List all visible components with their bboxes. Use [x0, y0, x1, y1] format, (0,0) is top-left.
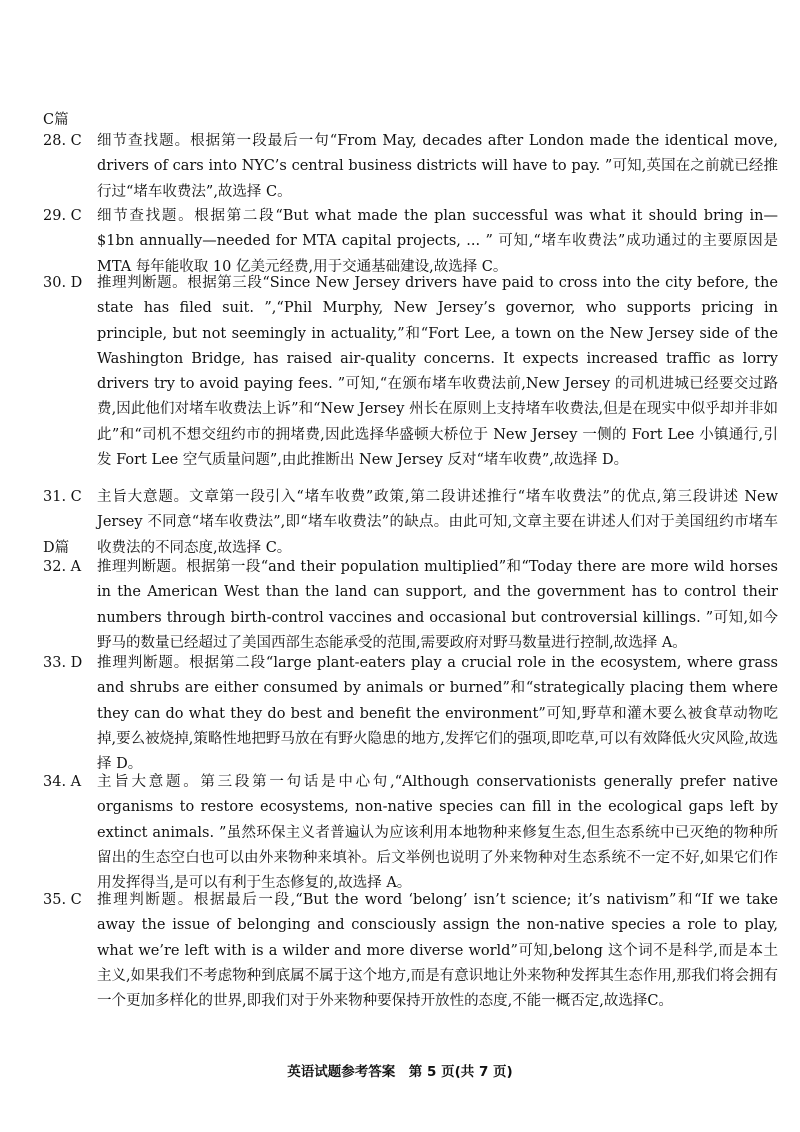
question-explanation: 推理判断题。根据第三段“Since New Jersey drivers have paid to cross into the city before, the state has filed suit. ”,“Phil Murphy, New Jersey’s governor, who supports pricing in principle, but not seemingly in actuality,”和“Fort Lee, a town on the New Jersey side of the Washington Bridge, has raised air-quality concerns. It expects increased traffic as lorry drivers try to avoid paying fees. ”可知,“在颁布堵车收费法前,New Jersey 的司机进城已经要交过路费,因此他们对堵车收费法上诉”和“New Jersey 州长在原则上支持堵车收费法,但是在现实中似乎却并非如此”和“司机不想交纽约市的拥堵费,因此选择华盛顿大桥位于 New Jersey 一侧的 Fort Lee 小镇通行,引发 Fort Lee 空气质量问题”,由此推断出 New Jersey 反对“堵车收费”,故选择 D。	[97, 275, 778, 469]
section-d-header: D篇	[43, 540, 70, 556]
question-explanation: 推理判断题。根据第一段“and their population multiplied”和“Today there are more wild horses in the American West than the land can support, and the government has to control their numbers through birth-control vaccines and occasional but controversial killings. ”可知,如今野马的数量已经超过了美国西部生态能承受的范围,需要政府对野马数量进行控制,故选择 A。	[97, 559, 778, 651]
question-29	[43, 204, 778, 280]
question-30	[43, 271, 778, 473]
question-explanation: 推理判断题。根据最后一段,“But the word ‘belong’ isn’t science; it’s nativism”和“If we take away the issue of belonging and consciously assign the non-native species a role to play, what we’re left with is a wilder and more diverse world”可知,belong 这个词不是科学,而是本土主义,如果我们不考虑物种到底属不属于这个地方,而是有意识地让外来物种发挥其生态作用,那我们将会拥有一个更加多样化的世界,即我们对于外来物种要保持开放性的态度,不能一概否定,故选择C。	[97, 892, 778, 1010]
question-explanation: 细节查找题。根据第一段最后一句“From May, decades after London made the identical move, drivers of cars into NYC’s central business districts will have to pay. ”可知,英国在之前就已经推行过“堵车收费法”,故选择 C。	[97, 133, 778, 200]
question-number: 32. A	[43, 559, 82, 575]
question-31	[43, 485, 778, 561]
question-number: 35. C	[43, 892, 82, 908]
question-34	[43, 770, 778, 896]
question-number: 29. C	[43, 208, 82, 224]
question-33	[43, 651, 778, 777]
question-number: 30. D	[43, 275, 83, 291]
section-c-header: C篇	[43, 112, 69, 128]
question-explanation: 细节查找题。根据第二段“But what made the plan successful was what it should bring in— $1bn annually—needed for MTA capital projects, ... ” 可知,“堵车收费法”成功通过的主要原因是 MTA 每年能收取 10 亿美元经费,用于交通基础建设,故选择 C。	[97, 208, 778, 275]
question-number: 28. C	[43, 133, 82, 149]
question-32	[43, 555, 778, 656]
question-35	[43, 888, 778, 1014]
question-28	[43, 129, 778, 205]
question-explanation: 主旨大意题。文章第一段引入“堵车收费”政策,第二段讲述推行“堵车收费法”的优点,第三段讲述 New Jersey 不同意“堵车收费法”,即“堵车收费法”的缺点。由此可知,文章主要在讲述人们对于美国纽约市堵车收费法的不同态度,故选择 C。	[97, 489, 778, 556]
question-explanation: 推理判断题。根据第二段“large plant-eaters play a crucial role in the ecosystem, where grass and shrubs are either consumed by animals or burned”和“strategically placing them where they can do what they do best and benefit the environment”可知,野草和灌木要么被食草动物吃掉,要么被烧掉,策略性地把野马放在有野火隐患的地方,发挥它们的强项,即吃草,可以有效降低火灾风险,故选择 D。	[97, 655, 778, 773]
question-number: 31. C	[43, 489, 82, 505]
question-number: 33. D	[43, 655, 83, 671]
page-footer: 英语试题参考答案 第 5 页(共 7 页)	[287, 1064, 513, 1080]
question-explanation: 主旨大意题。第三段第一句话是中心句,“Although conservationists generally prefer native organisms to restore ecosystems, non-native species can fill in the ecological gaps left by extinct animals. ”虽然环保主义者普遍认为应该利用本地物种来修复生态,但生态系统中已灭绝的物种所留出的生态空白也可以由外来物种来填补。后文举例也说明了外来物种对生态系统不一定不好,如果它们作用发挥得当,是可以有利于生态修复的,故选择 A。	[97, 774, 778, 892]
question-number: 34. A	[43, 774, 82, 790]
